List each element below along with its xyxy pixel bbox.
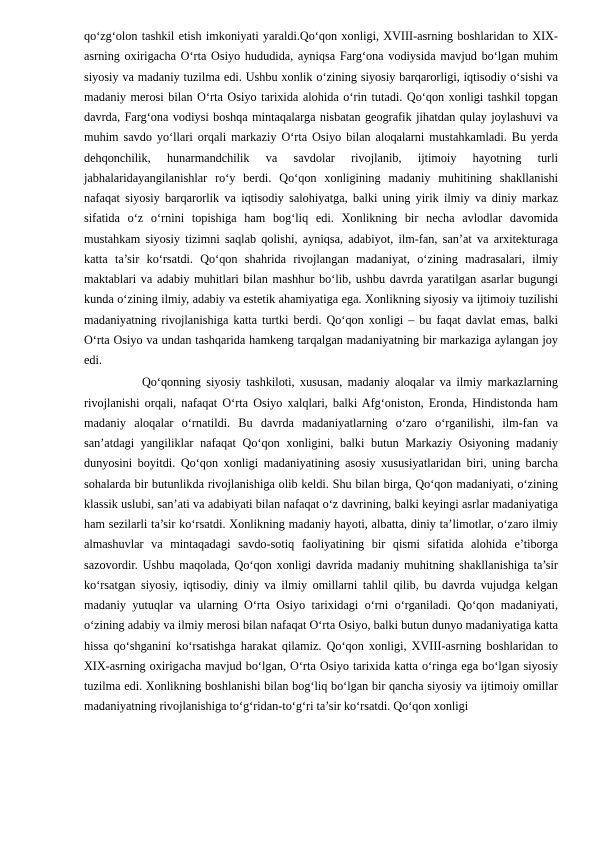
paragraph-1: qo‘zg‘olon tashkil etish imkoniyati yaraldi.Qo‘qon xonligi, XVIII-asrning boshlaridan to XIX-asrning oxirigacha O‘rta Osiyo hududida, ayniqsa Farg‘ona vodiysida mavjud bo‘lgan muhim siyosiy va madaniy tuzilma edi. Ushbu xonlik o‘zining siyosiy barqarorligi, iqtisodiy o‘sishi va madaniy merosi bilan O‘rta Osiyo tarixida alohida o‘rin tutadi. Qo‘qon xonligi tashkil topgan davrda, Farg‘ona vodiysi boshqa mintaqalarga nisbatan geografik jihatdan qulay joylashuvi va muhim savdo yo‘llari orqali markaziy O‘rta Osiyo bilan aloqalarni mustahkamladi. Bu yerda dehqonchilik, hunarmandchilik va savdolar rivojlanib, ijtimoiy hayotning turli jabhalaridayangilanishlar ro‘y berdi. Qo‘qon xonligining madaniy muhitining shakllanishi nafaqat siyosiy barqarorlik va iqtisodiy salohiyatga, balki uning yirik ilmiy va diniy markaz sifatida o‘z o‘rnini topishiga ham bog‘liq edi. Xonlikning bir necha avlodlar davomida mustahkam siyosiy tizimni saqlab qolishi, ayniqsa, adabiyot, ilm-fan, san’at va arxitekturaga katta ta’sir ko‘rsatdi. Qo‘qon shahrida rivojlangan madaniyat, o‘zining madrasalari, ilmiy maktablari va adabiy muhitlari bilan mashhur bo‘lib, ushbu davrda yaratilgan asarlar bugungi kunda o‘zining ilmiy, adabiy va estetik ahamiyatiga ega. Xonlikning siyosiy va ijtimoiy tuzilishi madaniyatning rivojlanishiga katta turtki berdi. Qo‘qon xonligi – bu faqat davlat emas, balki O‘rta Osiyo va undan tashqarida hamkeng tarqalgan madaniyatning bir markaziga aylangan joy edi.: [84, 29, 558, 367]
paragraph-2: Qo‘qonning siyosiy tashkiloti, xususan, madaniy aloqalar va ilmiy markazlarning rivojlanishi orqali, nafaqat O‘rta Osiyo xalqlari, balki Afg‘oniston, Eronda, Hindistonda ham madaniy aloqalar o‘rnatildi. Bu davrda madaniyatlarning o‘zaro o‘rganilishi, ilm-fan va san’atdagi yangiliklar nafaqat Qo‘qon xonligini, balki butun Markaziy Osiyoning madaniy dunyosini boyitdi. Qo‘qon xonligi madaniyatining asosiy xususiyatlaridan biri, uning barcha sohalarda bir butunlikda rivojlanishiga olib keldi. Shu bilan birga, Qo‘qon madaniyati, o‘zining klassik uslubi, san’ati va adabiyati bilan nafaqat o‘z davrining, balki keyingi asrlar madaniyatiga ham sezilarli ta’sir ko‘rsatdi. Xonlikning madaniy hayoti, albatta, diniy ta’limotlar, o‘zaro ilmiy almashuvlar va mintaqadagi savdo-sotiq faoliyatining bir qismi sifatida alohida e’tiborga sazovordir. Ushbu maqolada, Qo‘qon xonligi davrida madaniy muhitning shakllanishiga ta’sir ko‘rsatgan siyosiy, iqtisodiy, diniy va ilmiy omillarni tahlil qilib, bu davrda vujudga kelgan madaniy yutuqlar va ularning O‘rta Osiyo tarixidagi o‘rni o‘rganiladi. Qo‘qon madaniyati, o‘zining adabiy va ilmiy merosi bilan nafaqat O‘rta Osiyo, balki butun dunyo madaniyatiga katta hissa qo‘shganini ko‘rsatishga harakat qilamiz. Qo‘qon xonligi, XVIII-asrning boshlaridan to XIX-asrning oxirigacha mavjud bo‘lgan, O‘rta Osiyo tarixida katta o‘ringa ega bo‘lgan siyosiy tuzilma edi. Xonlikning boshlanishi bilan bog‘liq bo‘lgan bir qancha siyosiy va ijtimoiy omillar madaniyatning rivojlanishiga to‘g‘ridan-to‘g‘ri ta’sir ko‘rsatdi. Qo‘qon xonligi: [84, 375, 558, 714]
document-body: [84, 26, 558, 717]
